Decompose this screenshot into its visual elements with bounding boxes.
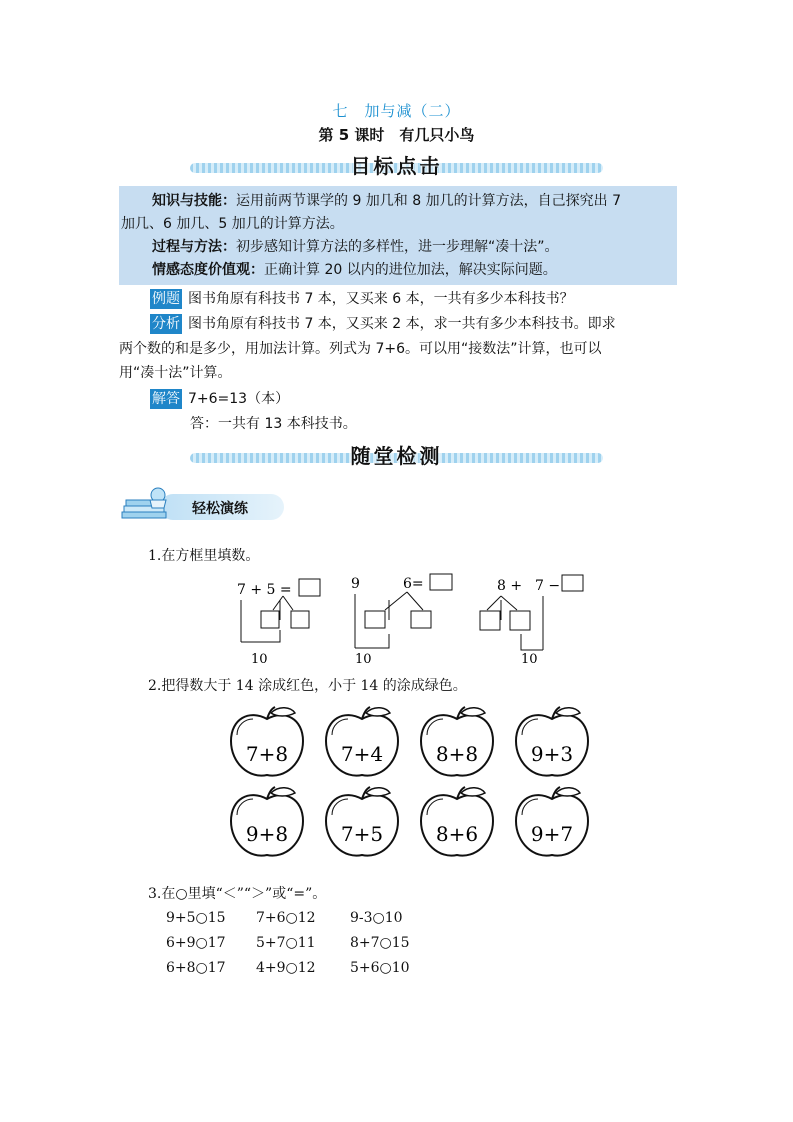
apple-1[interactable] bbox=[231, 707, 303, 776]
process-line bbox=[152, 236, 559, 258]
apple-label: 8+6 bbox=[435, 822, 479, 846]
q1-item2-b: 6= bbox=[403, 576, 424, 592]
example-line bbox=[150, 288, 574, 310]
knowledge-line2: 加几、6 加几、5 加几的计算方法。 bbox=[121, 216, 344, 232]
apple-label: 9+8 bbox=[245, 822, 289, 846]
emotion-line bbox=[152, 259, 557, 281]
q1-item3-answer-box[interactable] bbox=[562, 575, 583, 591]
knowledge-line1 bbox=[152, 190, 621, 212]
practice-banner-title: 随堂检测 bbox=[350, 444, 443, 468]
analysis-line3: 用“凑十法”计算。 bbox=[119, 365, 232, 381]
question-3: 3.在○里填“＜”“＞”或“=”。 bbox=[148, 886, 327, 902]
example-tag: 例题 bbox=[152, 291, 180, 307]
analysis-text1: 图书角原有科技书 7 本，又买来 2 本，求一共有多少本科技书。即求 bbox=[188, 316, 616, 332]
q1-item3-a: 8 + bbox=[497, 578, 523, 594]
unit-title: 七 加与减（二） bbox=[332, 102, 461, 120]
question-1: 1.在方框里填数。 bbox=[148, 548, 260, 564]
compare-item[interactable]: 5+7○11 bbox=[256, 935, 316, 951]
goals-box bbox=[119, 186, 677, 285]
knowledge-label: 知识与技能： bbox=[152, 193, 236, 209]
apple-label: 7+8 bbox=[245, 742, 289, 766]
answer-line2: 答：一共有 13 本科技书。 bbox=[190, 416, 357, 432]
apples-grid bbox=[225, 700, 605, 865]
apple-8[interactable] bbox=[516, 787, 588, 856]
goals-banner bbox=[190, 150, 603, 180]
emotion-label: 情感态度价值观： bbox=[152, 262, 264, 278]
q1-item2-answer-box[interactable] bbox=[430, 574, 452, 590]
q1-item1-answer-box[interactable] bbox=[299, 579, 320, 596]
q1-diagrams bbox=[225, 570, 595, 670]
apple-2[interactable] bbox=[326, 707, 398, 776]
q1-item1-box-b[interactable] bbox=[291, 611, 309, 628]
badge-label: 轻松演练 bbox=[192, 501, 248, 517]
analysis-tag: 分析 bbox=[152, 316, 180, 332]
apple-label: 9+3 bbox=[530, 742, 574, 766]
q1-item1-ten: 10 bbox=[251, 652, 268, 667]
goals-banner-title: 目标点击 bbox=[350, 154, 443, 178]
apple-label: 7+5 bbox=[340, 822, 384, 846]
analysis-line2: 两个数的和是多少，用加法计算。列式为 7+6。可以用“接数法”计算，也可以 bbox=[119, 341, 602, 357]
q1-item2-box-a[interactable] bbox=[365, 611, 385, 628]
question-2: 2.把得数大于 14 涂成红色，小于 14 的涂成绿色。 bbox=[148, 678, 467, 694]
compare-item[interactable]: 7+6○12 bbox=[256, 910, 316, 926]
compare-item[interactable]: 9-3○10 bbox=[350, 910, 403, 926]
apple-label: 7+4 bbox=[340, 742, 384, 766]
process-text: 初步感知计算方法的多样性，进一步理解“凑十法”。 bbox=[236, 239, 559, 255]
compare-item[interactable]: 5+6○10 bbox=[350, 960, 410, 976]
apple-6[interactable] bbox=[326, 787, 398, 856]
compare-item[interactable]: 6+9○17 bbox=[166, 935, 226, 951]
apple-5[interactable] bbox=[231, 787, 303, 856]
answer-text1: 7+6=13（本） bbox=[188, 391, 290, 407]
apple-label: 8+8 bbox=[435, 742, 479, 766]
apple-label: 9+7 bbox=[530, 822, 574, 846]
compare-item[interactable]: 4+9○12 bbox=[256, 960, 316, 976]
apple-3[interactable] bbox=[421, 707, 493, 776]
q1-item2-ten: 10 bbox=[355, 652, 372, 667]
q1-item1-box-a[interactable] bbox=[261, 611, 279, 628]
analysis-line1 bbox=[150, 313, 616, 335]
process-label: 过程与方法： bbox=[152, 239, 236, 255]
compare-item[interactable]: 8+7○15 bbox=[350, 935, 410, 951]
answer-tag: 解答 bbox=[152, 391, 180, 407]
compare-item[interactable]: 9+5○15 bbox=[166, 910, 226, 926]
knowledge-text1: 运用前两节课学的 9 加几和 8 加几的计算方法，自己探究出 7 bbox=[236, 193, 621, 209]
q1-item3-ten: 10 bbox=[521, 652, 538, 667]
practice-banner bbox=[190, 440, 603, 470]
q1-item3-box-b[interactable] bbox=[510, 611, 530, 630]
practice-badge bbox=[120, 486, 285, 526]
q1-item3-box-a[interactable] bbox=[480, 611, 500, 630]
lesson-title: 第 5 课时 有几只小鸟 bbox=[318, 126, 475, 144]
q1-item2-box-b[interactable] bbox=[411, 611, 431, 628]
emotion-text: 正确计算 20 以内的进位加法，解决实际问题。 bbox=[264, 262, 557, 278]
reading-child-icon bbox=[120, 486, 180, 526]
compare-item[interactable]: 6+8○17 bbox=[166, 960, 226, 976]
q1-item1-expr: 7 + 5 = bbox=[237, 582, 292, 598]
q1-item3-b: 7 − bbox=[535, 578, 561, 594]
answer-line1 bbox=[150, 388, 289, 410]
apple-4[interactable] bbox=[516, 707, 588, 776]
q1-item2-a: 9 bbox=[351, 576, 360, 592]
apple-7[interactable] bbox=[421, 787, 493, 856]
example-text: 图书角原有科技书 7 本，又买来 6 本，一共有多少本科技书？ bbox=[188, 291, 574, 307]
